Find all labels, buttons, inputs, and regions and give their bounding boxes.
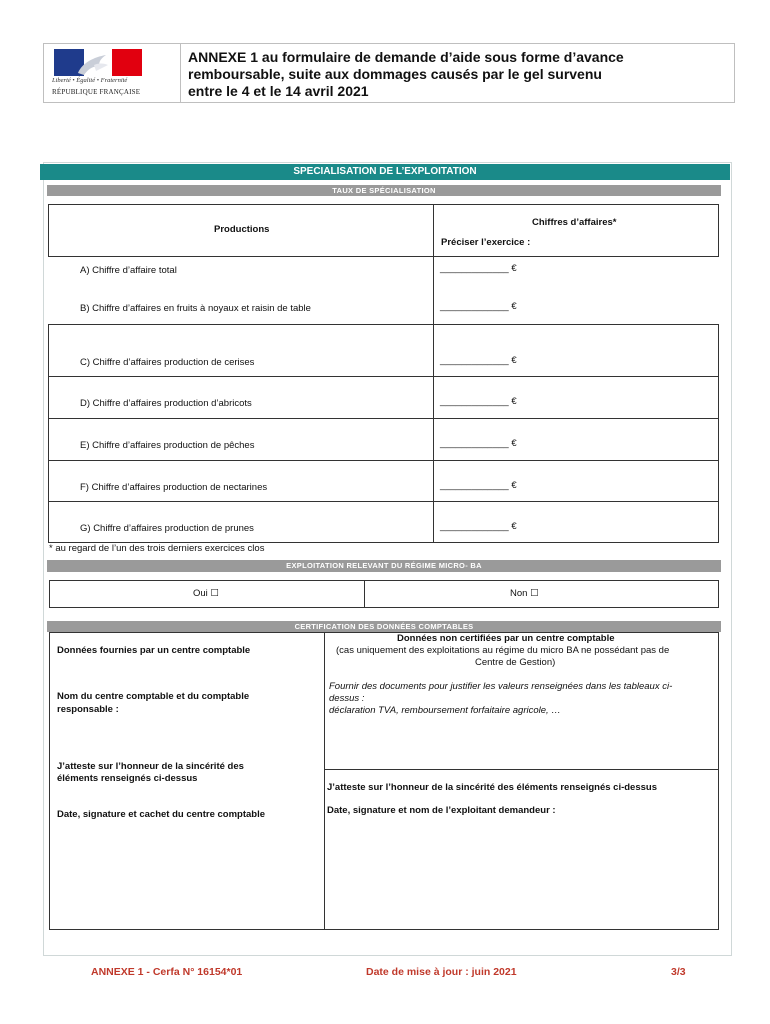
- row-label-g: G) Chiffre d’affaires production de prunes: [80, 523, 254, 534]
- left-nom-label-line1: Nom du centre comptable et du comptable: [57, 691, 250, 702]
- right-fournir-line3: déclaration TVA, remboursement forfaitaire agricole, …: [329, 705, 561, 716]
- row-label-b: B) Chiffre d’affaires en fruits à noyaux et raisin de table: [80, 303, 311, 314]
- republique-francaise-logo: [44, 44, 181, 102]
- right-signature-label: Date, signature et nom de l’exploitant demandeur :: [327, 805, 556, 816]
- row-cell-f: [48, 460, 434, 502]
- left-signature-label: Date, signature et cachet du centre comptable: [57, 809, 266, 820]
- subsection-title-taux: TAUX DE SPÉCIALISATION: [47, 185, 721, 196]
- left-atteste-line1: J’atteste sur l’honneur de la sincérité des: [57, 761, 244, 772]
- header-cell-ca: [433, 204, 719, 257]
- row-cell-c: [48, 324, 434, 377]
- row-label-d: D) Chiffre d’affaires production d’abricots: [80, 398, 252, 409]
- row-label-e: E) Chiffre d’affaires production de pêches: [80, 440, 255, 451]
- value-cell-c: [433, 324, 719, 377]
- annex-title-line: ANNEXE 1 au formulaire de demande d’aide sous forme d’avance: [188, 49, 624, 65]
- right-fournir-line2: dessus :: [329, 693, 365, 704]
- footer-page-number: 3/3: [671, 966, 686, 978]
- right-note-line2: Centre de Gestion): [475, 657, 556, 668]
- input-blank-g[interactable]: _____________ €: [440, 521, 517, 532]
- right-atteste: J’atteste sur l’honneur de la sincérité des éléments renseignés ci-dessus: [327, 782, 657, 793]
- input-blank-e[interactable]: _____________ €: [440, 438, 517, 449]
- right-heading: Données non certifiées par un centre comptable: [397, 633, 615, 644]
- input-blank-a[interactable]: _____________ €: [440, 263, 517, 274]
- certification-right-lower: [324, 769, 719, 930]
- annex-title: [188, 49, 728, 100]
- input-blank-c[interactable]: _____________ €: [440, 355, 517, 366]
- left-donnees-label: Données fournies par un centre comptable: [57, 645, 251, 656]
- section-title-specialisation: SPECIALISATION DE L’EXPLOITATION: [40, 164, 730, 180]
- left-nom-label-line2: responsable :: [57, 704, 119, 715]
- annex-title-line: remboursable, suite aux dommages causés par le gel survenu: [188, 66, 602, 82]
- column-header-ca: Chiffres d’affaires*: [532, 217, 617, 228]
- row-label-f: F) Chiffre d’affaires production de nectarines: [80, 482, 268, 493]
- input-blank-d[interactable]: _____________ €: [440, 396, 517, 407]
- input-blank-f[interactable]: _____________ €: [440, 480, 517, 491]
- left-atteste-line2: éléments renseignés ci-dessus: [57, 773, 198, 784]
- checkbox-oui[interactable]: Oui ☐: [193, 588, 219, 599]
- footer-date: Date de mise à jour : juin 2021: [366, 966, 517, 978]
- subsection-title-certification: CERTIFICATION DES DONNÉES COMPTABLES: [47, 621, 721, 632]
- footer-cerfa: ANNEXE 1 - Cerfa N° 16154*01: [91, 966, 243, 978]
- annex-title-line: entre le 4 et le 14 avril 2021: [188, 83, 369, 99]
- subsection-title-micro-ba: EXPLOITATION RELEVANT DU RÉGIME MICRO- BA: [47, 560, 721, 572]
- footnote: * au regard de l’un des trois derniers exercices clos: [49, 543, 265, 554]
- marianne-flag-icon: [54, 49, 142, 76]
- column-header-exercice: Préciser l’exercice :: [441, 237, 531, 248]
- document-header: [43, 43, 735, 103]
- checkbox-non[interactable]: Non ☐: [510, 588, 539, 599]
- right-fournir-line1: Fournir des documents pour justifier les valeurs renseignées dans les tableaux ci-: [329, 681, 673, 692]
- column-header-productions: Productions: [214, 224, 270, 235]
- row-cell-g: [48, 501, 434, 543]
- logo-republic: RÉPUBLIQUE FRANÇAISE: [52, 88, 141, 96]
- input-blank-b[interactable]: _____________ €: [440, 301, 517, 312]
- checkbox-cell-non: [364, 580, 719, 608]
- row-label-a: A) Chiffre d’affaire total: [80, 265, 177, 276]
- logo-motto: Liberté • Égalité • Fraternité: [52, 77, 128, 84]
- row-label-c: C) Chiffre d’affaires production de cerises: [80, 357, 255, 368]
- right-note-line1: (cas uniquement des exploitations au régime du micro BA ne possédant pas de: [336, 645, 670, 656]
